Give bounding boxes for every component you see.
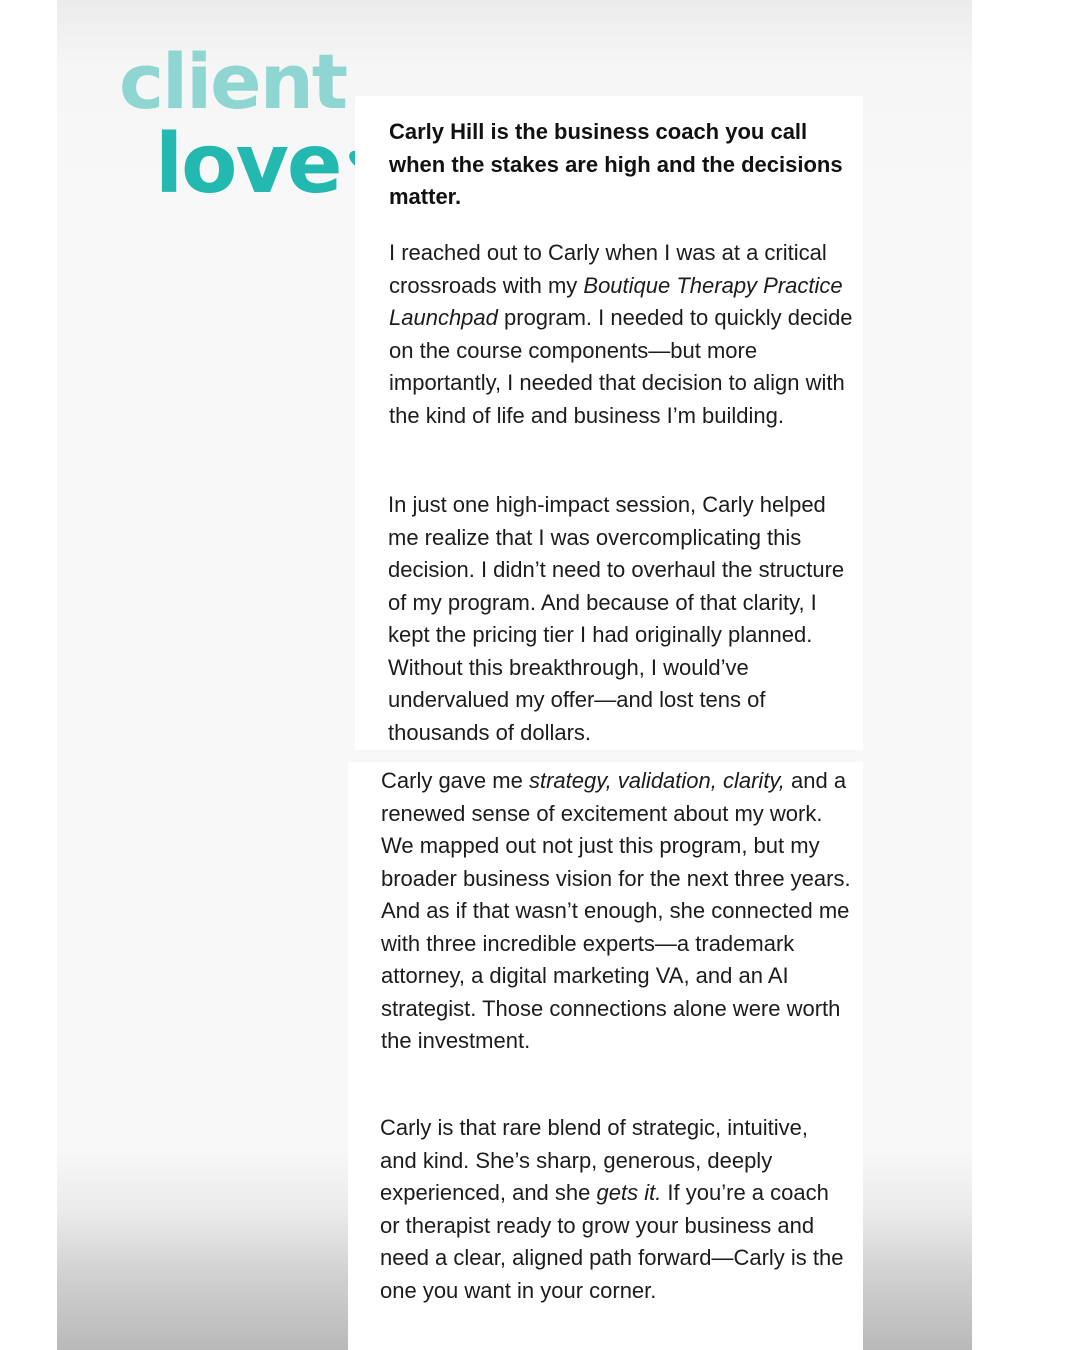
paragraph-4-emphasis: gets it. xyxy=(596,1180,662,1205)
paragraph-4-text-b: If you’re a coach or therapist ready to grow your business and need a clear, aligned path forward—Carly is the one you want in your corner. xyxy=(380,1180,844,1303)
testimonial-card-top xyxy=(355,96,863,750)
paragraph-4-text-a: Carly is that rare blend of strategic, intuitive, and kind. She’s sharp, generous, deeply experienced, and she xyxy=(380,1115,808,1205)
title-love: love xyxy=(155,117,341,212)
testimonial-paragraph-3 xyxy=(381,765,851,1058)
program-name: Boutique Therapy Practice Launchpad xyxy=(389,272,843,330)
paragraph-3-emphasis: strategy, validation, clarity, xyxy=(528,768,785,793)
left-margin xyxy=(0,0,57,1350)
paragraph-3-text-a: Carly gave me xyxy=(381,768,529,793)
testimonial-paragraph-2: In just one high-impact session, Carly helped me realize that I was overcomplicating this decision. I didn’t need to overhaul the structure of my program. And because of that clarity, I kept the pricing tier I had originally planned. Without this breakthrough, I would’ve undervalued my offer—and lost tens of thousands of dollars. xyxy=(388,492,845,745)
testimonial-headline: Carly Hill is the business coach you call when the stakes are high and the decisions matter. xyxy=(389,119,843,209)
story-frame xyxy=(57,0,972,1350)
testimonial-paragraph-1 xyxy=(389,237,859,432)
paragraph-1-text-a: I reached out to Carly when I was at a critical crossroads with my xyxy=(389,240,827,298)
testimonial-paragraph-4 xyxy=(380,1112,850,1307)
paragraph-3-text-b: and a renewed sense of excitement about my work. We mapped out not just this program, but my broader business vision for the next three years. And as if that wasn’t enough, she connected me with three incredible experts—a trademark attorney, a digital marketing VA, and an AI strategist. Those connections alone were worth the investment. xyxy=(381,768,851,1053)
paragraph-1-text-b: program. I needed to quickly decide on the course components—but more importantly, I needed that decision to align with the kind of life and business I’m building. xyxy=(389,305,853,428)
testimonial-card-bottom xyxy=(348,762,863,1350)
title-client: client xyxy=(119,37,347,126)
right-margin xyxy=(972,0,1080,1350)
title-love-row xyxy=(155,117,373,212)
